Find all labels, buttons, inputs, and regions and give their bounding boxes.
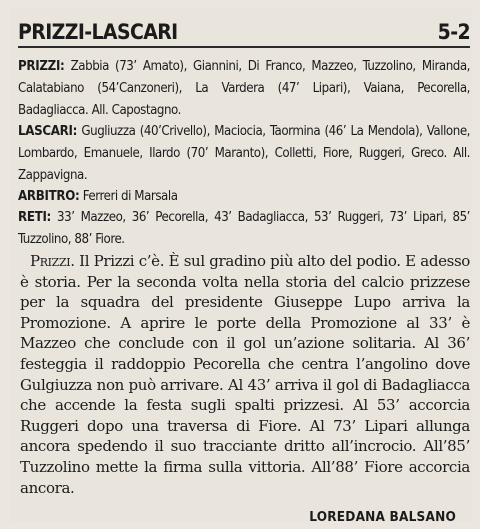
referee-line xyxy=(18,186,470,208)
prizzi-label: PRIZZI: xyxy=(18,59,65,74)
prizzi-players: Zabbia (73’ Amato), Giannini, Di Franco, Mazzeo, Tuzzolino, Miranda, Calatabiano (54’Canzoneri), La Vardera (47’ Lipari), Vaiana, Pecorella, Badagliacca. All. Capostagno. xyxy=(18,59,470,118)
lascari-label: LASCARI: xyxy=(18,124,78,139)
header-divider xyxy=(18,46,470,48)
goals-line xyxy=(18,207,470,251)
match-header xyxy=(18,18,470,44)
prizzi-lineup xyxy=(18,56,470,122)
referee-name: Ferreri di Marsala xyxy=(82,189,178,204)
lascari-players: Gugliuzza (40’Crivello), Maciocia, Taormina (46’ La Mendola), Vallone, Lombardo, Emanuele, Ilardo (70’ Maranto), Colletti, Fiore, Ruggeri, Greco. All. Zappavigna. xyxy=(18,124,470,183)
report-lead: Prizzi. xyxy=(30,252,75,270)
match-score: 5-2 xyxy=(437,20,470,44)
lascari-lineup xyxy=(18,121,470,187)
goals-list: 33’ Mazzeo, 36’ Pecorella, 43’ Badagliacca, 53’ Ruggeri, 73’ Lipari, 85’ Tuzzolino, 88’ Fiore. xyxy=(18,210,470,247)
match-title: PRIZZI-LASCARI xyxy=(18,20,178,44)
referee-label: ARBITRO: xyxy=(18,189,80,204)
goals-label: RETI: xyxy=(18,210,51,225)
match-report xyxy=(20,251,470,498)
newspaper-clipping xyxy=(10,8,472,525)
author-byline: LOREDANA BALSANO xyxy=(309,509,456,525)
report-body: Il Prizzi c’è. È sul gradino più alto del podio. E adesso è storia. Per la seconda volta nella storia del calcio prizzese per la squadra del presidente Giuseppe Lupo arriva la Promozione. A aprire le porte della Promozione al 33’ è Mazzeo che conclude con il gol un’azione solitaria. Al 36’ festeggia il raddoppio Pecorella che centra l’angolino dove Gulgiuzza non può arrivare. Al 43’ arriva il gol di Badagliacca che accende la festa sugli spalti prizzesi. Al 53’ accorcia Ruggeri dopo una traversa di Fiore. Al 73’ Lipari allunga ancora spedendo il suo tracciante dritto all’incrocio. All’85’ Tuzzolino mette la firma sulla vittoria. All’88’ Fiore accorcia ancora. xyxy=(20,252,470,497)
